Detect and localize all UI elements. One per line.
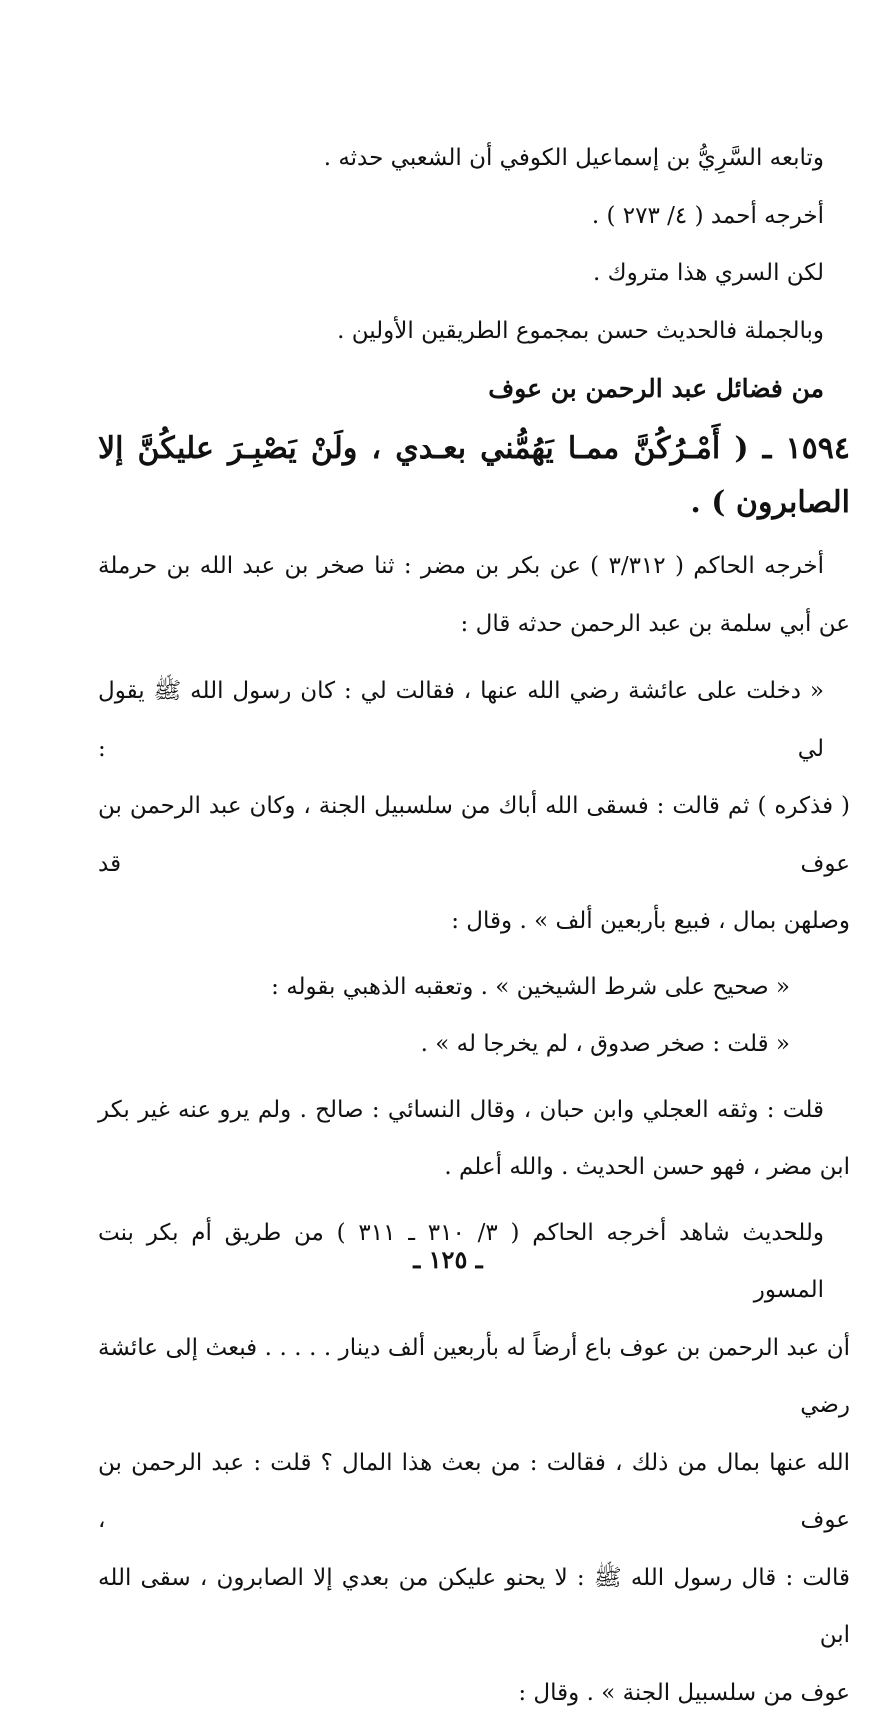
paragraph-sari [98, 130, 850, 188]
hadith-line: الصابرون ) . [98, 476, 850, 530]
section-heading: من فضائل عبد الرحمن بن عوف [98, 360, 850, 418]
text-line: الله عنها بمال من ذلك ، فقالت : من بعث هذا المال ؟ قلت : عبد الرحمن بن عوف ، [98, 1435, 850, 1550]
page-text [98, 130, 850, 1722]
paragraph-shahid [98, 1205, 850, 1722]
text-line: عن أبي سلمة بن عبد الرحمن حدثه قال : [98, 596, 850, 654]
text-line: ابن مضر ، فهو حسن الحديث . والله أعلم . [98, 1139, 850, 1197]
paragraph-qultu [98, 1082, 850, 1197]
text-line: « دخلت على عائشة رضي الله عنها ، فقالت لي : كان رسول الله ﷺ يقول لي : [98, 663, 850, 778]
hadith-line: ١٥٩٤ ـ ( أَمْـرُكُنَّ ممـا يَهُمُّني بعـدي ، ولَنْ يَصْبِـرَ عليكُنَّ إلا [98, 422, 850, 476]
text-line: عوف من سلسبيل الجنة » . وقال : [98, 1665, 850, 1722]
text-line: وصلهن بمال ، فبيع بأربعين ألف » . وقال : [98, 893, 850, 951]
text-line: أن عبد الرحمن بن عوف باع أرضاً له بأربعين ألف دينار . . . . . فبعث إلى عائشة رضي [98, 1320, 850, 1435]
text-line: وللحديث شاهد أخرجه الحاكم ( ٣/ ٣١٠ ـ ٣١١ ) من طريق أم بكر بنت المسور [98, 1205, 850, 1320]
paragraph-conclusion [98, 303, 850, 361]
text-line: أخرجه أحمد ( ٤/ ٢٧٣ ) . [98, 188, 824, 246]
text-line: لكن السري هذا متروك . [98, 245, 824, 303]
text-line: وبالجملة فالحديث حسن بمجموع الطريقين الأولين . [98, 303, 824, 361]
hadith-text [98, 422, 850, 530]
text-line: « صحيح على شرط الشيخين » . وتعقبه الذهبي بقوله : [98, 959, 790, 1017]
paragraph-quote [98, 663, 850, 951]
text-line: ( فذكره ) ثم قالت : فسقى الله أباك من سلسبيل الجنة ، وكان عبد الرحمن بن عوف قد [98, 778, 850, 893]
page-number: ـ ١٢٥ ـ [0, 1245, 896, 1274]
text-line: « قلت : صخر صدوق ، لم يخرجا له » . [98, 1016, 790, 1074]
paragraph-sahih [98, 959, 850, 1074]
paragraph-matruk [98, 245, 850, 303]
text-line: أخرجه الحاكم ( ٣/٣١٢ ) عن بكر بن مضر : ثنا صخر بن عبد الله بن حرملة [98, 538, 824, 596]
paragraph-ahmad [98, 188, 850, 246]
paragraph-takhrij [98, 538, 850, 653]
text-line: قلت : وثقه العجلي وابن حبان ، وقال النسائي : صالح . ولم يرو عنه غير بكر [98, 1082, 850, 1140]
text-line: وتابعه السَّرِيُّ بن إسماعيل الكوفي أن الشعبي حدثه . [98, 130, 824, 188]
text-line: قالت : قال رسول الله ﷺ : لا يحنو عليكن من بعدي إلا الصابرون ، سقى الله ابن [98, 1550, 850, 1665]
